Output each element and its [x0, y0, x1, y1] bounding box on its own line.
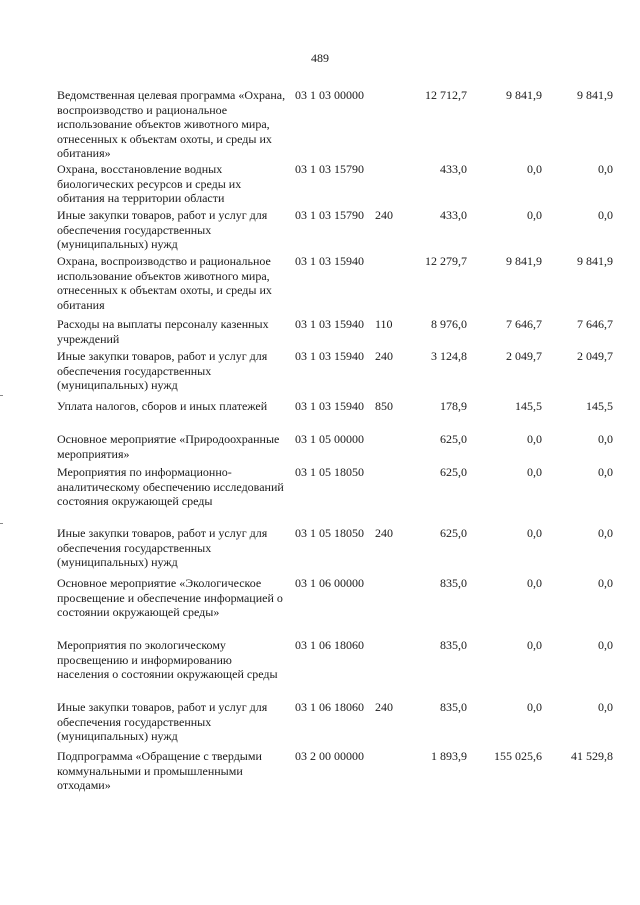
row-value-3: 2 049,7 — [577, 349, 613, 363]
row-value-1: 835,0 — [440, 576, 467, 590]
row-value-1: 835,0 — [440, 638, 467, 652]
page-number: 489 — [311, 51, 329, 65]
table-row — [57, 208, 617, 253]
row-value-2: 7 646,7 — [506, 317, 542, 331]
row-name: Иные закупки товаров, работ и услуг для обеспечения государственных (муниципальных) нужд — [57, 349, 268, 392]
table-row — [57, 88, 617, 161]
table-row — [57, 638, 617, 699]
row-vr: 240 — [375, 526, 393, 540]
budget-table — [57, 88, 617, 798]
row-value-2: 9 841,9 — [506, 254, 542, 268]
table-row — [57, 576, 617, 637]
row-name: Иные закупки товаров, работ и услуг для обеспечения государственных (муниципальных) нужд — [57, 208, 268, 251]
row-name: Основное мероприятие «Природоохранные мероприятия» — [57, 432, 280, 461]
row-value-1: 3 124,8 — [431, 349, 467, 363]
row-csr: 03 1 03 15940 — [295, 317, 364, 331]
row-name: Мероприятия по информационно-аналитическому обеспечению исследований состояния окружающей среды — [57, 465, 284, 508]
row-name: Охрана, восстановление водных биологических ресурсов и среды их обитания на территории области — [57, 162, 242, 205]
row-value-3: 0,0 — [598, 526, 613, 540]
row-value-1: 433,0 — [440, 162, 467, 176]
row-value-1: 12 712,7 — [425, 88, 467, 102]
row-csr: 03 2 00 00000 — [295, 749, 364, 763]
row-name: Расходы на выплаты персоналу казенных учреждений — [57, 317, 269, 346]
row-name: Подпрограмма «Обращение с твердыми коммунальными и промышленными отходами» — [57, 749, 262, 792]
row-value-2: 0,0 — [527, 432, 542, 446]
row-value-2: 0,0 — [527, 162, 542, 176]
row-name: Иные закупки товаров, работ и услуг для обеспечения государственных (муниципальных) нужд — [57, 526, 268, 569]
row-vr: 850 — [375, 399, 393, 413]
row-name: Уплата налогов, сборов и иных платежей — [57, 399, 268, 413]
row-name: Мероприятия по экологическому просвещению и информированию населения о состоянии окружающей среды — [57, 638, 278, 681]
row-value-2: 2 049,7 — [506, 349, 542, 363]
table-row — [57, 349, 617, 398]
row-csr: 03 1 03 15790 — [295, 208, 364, 222]
row-vr: 240 — [375, 208, 393, 222]
row-value-1: 433,0 — [440, 208, 467, 222]
row-name: Ведомственная целевая программа «Охрана, воспроизводство и рациональное использование объектов животного мира, отнесенных к объектам охоты, и среды их обитания» — [57, 88, 286, 160]
row-csr: 03 1 03 15940 — [295, 349, 364, 363]
row-value-2: 0,0 — [527, 576, 542, 590]
row-csr: 03 1 03 00000 — [295, 88, 364, 102]
table-row — [57, 317, 617, 348]
row-value-1: 8 976,0 — [431, 317, 467, 331]
table-row — [57, 432, 617, 464]
row-csr: 03 1 05 00000 — [295, 432, 364, 446]
row-vr: 240 — [375, 349, 393, 363]
table-row — [57, 700, 617, 748]
row-csr: 03 1 06 18060 — [295, 638, 364, 652]
table-row — [57, 526, 617, 575]
row-value-3: 9 841,9 — [577, 254, 613, 268]
table-row — [57, 399, 617, 431]
row-value-3: 0,0 — [598, 638, 613, 652]
row-csr: 03 1 06 00000 — [295, 576, 364, 590]
row-value-3: 9 841,9 — [577, 88, 613, 102]
row-csr: 03 1 03 15940 — [295, 399, 364, 413]
row-value-2: 0,0 — [527, 638, 542, 652]
row-value-2: 145,5 — [515, 399, 542, 413]
row-value-2: 0,0 — [527, 700, 542, 714]
row-value-3: 0,0 — [598, 432, 613, 446]
row-csr: 03 1 03 15790 — [295, 162, 364, 176]
row-value-1: 835,0 — [440, 700, 467, 714]
row-value-3: 145,5 — [586, 399, 613, 413]
row-name: Иные закупки товаров, работ и услуг для обеспечения государственных (муниципальных) нужд — [57, 700, 268, 743]
row-csr: 03 1 06 18060 — [295, 700, 364, 714]
row-value-2: 9 841,9 — [506, 88, 542, 102]
row-value-3: 0,0 — [598, 162, 613, 176]
row-csr: 03 1 03 15940 — [295, 254, 364, 268]
row-value-2: 0,0 — [527, 526, 542, 540]
margin-mark — [0, 523, 3, 524]
margin-mark — [0, 395, 3, 396]
row-csr: 03 1 05 18050 — [295, 526, 364, 540]
row-value-3: 0,0 — [598, 700, 613, 714]
table-row — [57, 162, 617, 207]
row-value-3: 0,0 — [598, 465, 613, 479]
table-row — [57, 749, 617, 797]
row-value-2: 0,0 — [527, 465, 542, 479]
row-value-2: 0,0 — [527, 208, 542, 222]
row-value-3: 41 529,8 — [571, 749, 613, 763]
row-value-1: 625,0 — [440, 465, 467, 479]
row-value-1: 625,0 — [440, 526, 467, 540]
row-csr: 03 1 05 18050 — [295, 465, 364, 479]
row-name: Основное мероприятие «Экологическое просвещение и обеспечение информацией о состоянии окружающей среды» — [57, 576, 283, 619]
table-row — [57, 254, 617, 316]
row-value-1: 625,0 — [440, 432, 467, 446]
row-vr: 110 — [375, 317, 393, 331]
row-value-1: 178,9 — [440, 399, 467, 413]
row-value-1: 1 893,9 — [431, 749, 467, 763]
row-value-3: 7 646,7 — [577, 317, 613, 331]
row-name: Охрана, воспроизводство и рациональное использование объектов животного мира, отнесенных к объектам охоты, и среды их обитания — [57, 254, 272, 312]
row-value-3: 0,0 — [598, 576, 613, 590]
table-row — [57, 465, 617, 525]
row-value-1: 12 279,7 — [425, 254, 467, 268]
row-value-2: 155 025,6 — [494, 749, 542, 763]
row-vr: 240 — [375, 700, 393, 714]
row-value-3: 0,0 — [598, 208, 613, 222]
